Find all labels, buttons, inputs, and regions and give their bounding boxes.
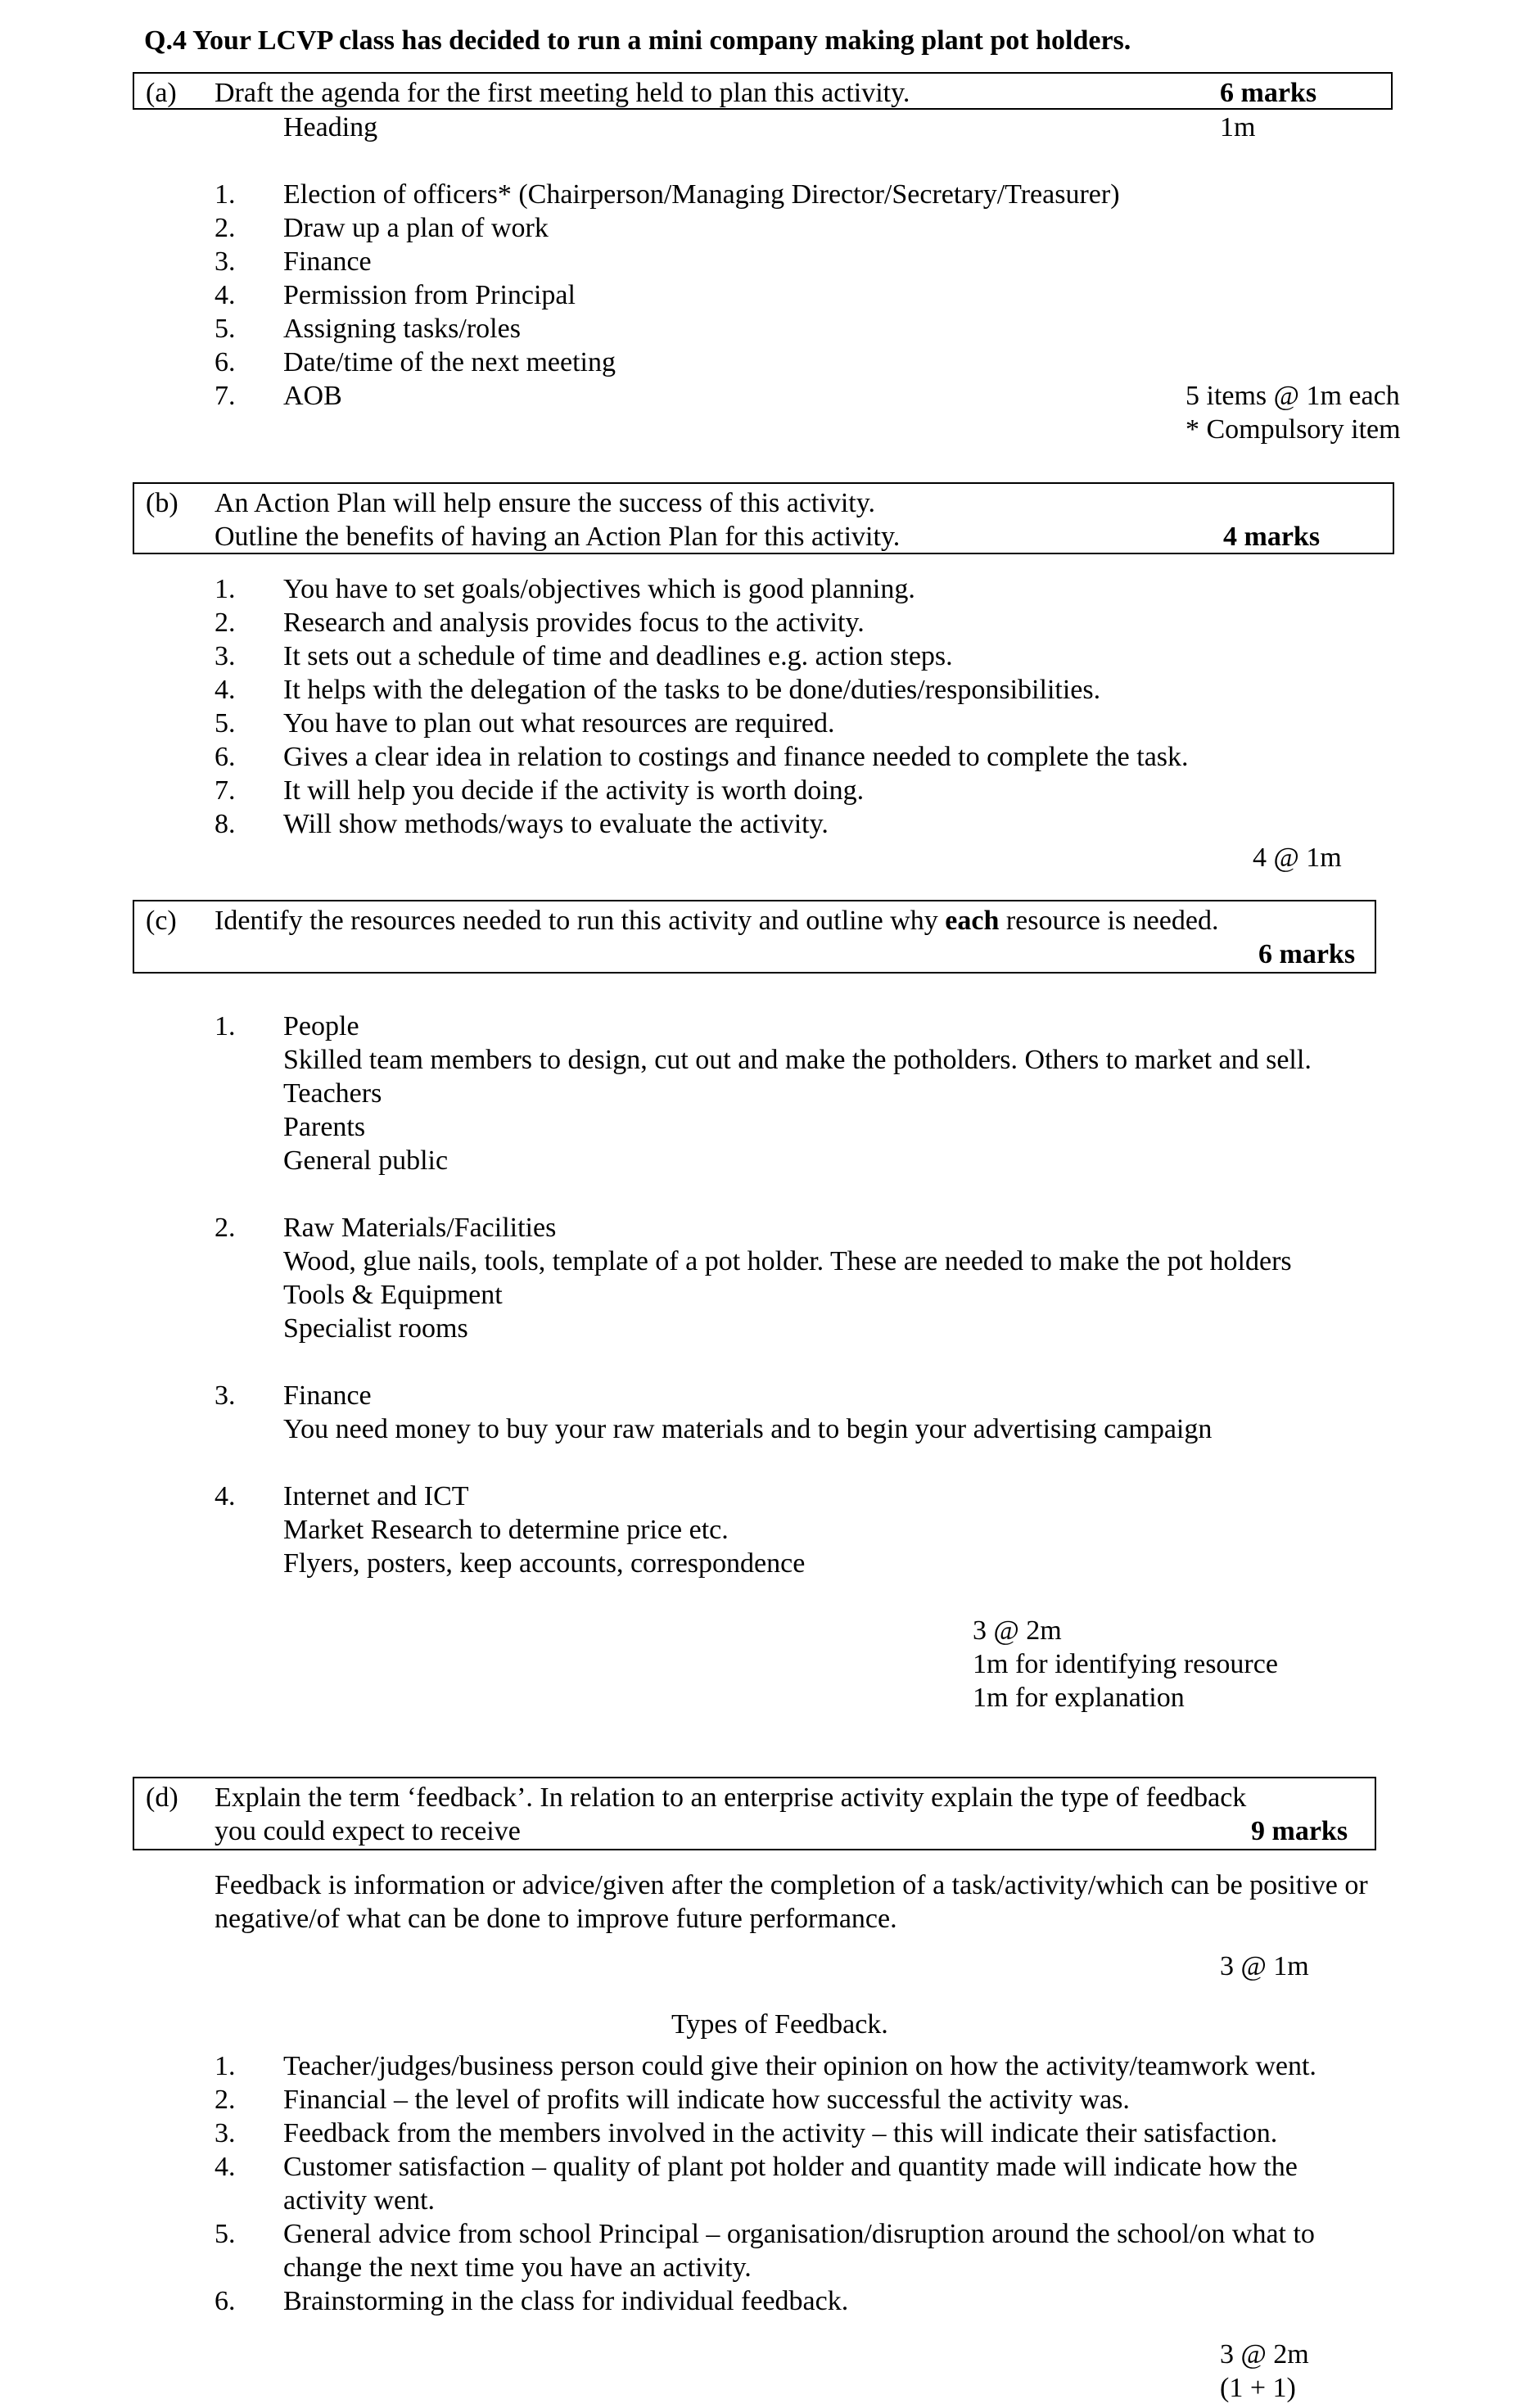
resource-detail: Skilled team members to design, cut out and make the potholders. Others to market and sell. bbox=[283, 1045, 1312, 1075]
list-item-number: 4. bbox=[215, 2152, 236, 2182]
list-item-number: 7. bbox=[215, 775, 236, 806]
list-item-number: 8. bbox=[215, 809, 236, 839]
list-item-cont: activity went. bbox=[283, 2185, 436, 2216]
list-item: Teacher/judges/business person could give their opinion on how the activity/teamwork went. bbox=[283, 2051, 1316, 2081]
part-c-question-bold: each bbox=[945, 906, 1000, 936]
resource-title: People bbox=[283, 1011, 359, 1041]
part-c-scheme-note: 1m for explanation bbox=[973, 1683, 1185, 1713]
list-item: Brainstorming in the class for individual feedback. bbox=[283, 2286, 849, 2316]
part-a-heading-label: Heading bbox=[283, 112, 378, 142]
part-d-marks: 9 marks bbox=[1251, 1816, 1348, 1846]
resource-detail: Flyers, posters, keep accounts, correspondence bbox=[283, 1548, 806, 1579]
list-item: AOB bbox=[283, 381, 342, 411]
list-item-number: 3. bbox=[215, 2118, 236, 2148]
resource-detail: You need money to buy your raw materials and to begin your advertising campaign bbox=[283, 1414, 1213, 1444]
list-item: Permission from Principal bbox=[283, 280, 576, 310]
list-item-number: 5. bbox=[215, 314, 236, 344]
resource-number: 3. bbox=[215, 1380, 236, 1411]
page-title: Q.4 Your LCVP class has decided to run a mini company making plant pot holders. bbox=[144, 25, 1131, 56]
list-item: Assigning tasks/roles bbox=[283, 314, 521, 344]
list-item-number: 7. bbox=[215, 381, 236, 411]
list-item: It helps with the delegation of the tasks to be done/duties/responsibilities. bbox=[283, 675, 1101, 705]
resource-title: Finance bbox=[283, 1380, 372, 1411]
resource-number: 4. bbox=[215, 1481, 236, 1511]
part-d-question-line2: you could expect to receive bbox=[215, 1816, 521, 1846]
list-item: Research and analysis provides focus to the activity. bbox=[283, 608, 865, 638]
resource-detail: Teachers bbox=[283, 1078, 382, 1109]
list-item: Financial – the level of profits will indicate how successful the activity was. bbox=[283, 2085, 1130, 2115]
resource-detail: Parents bbox=[283, 1112, 366, 1142]
part-c-question-pre: Identify the resources needed to run this activity and outline why bbox=[215, 906, 946, 936]
part-a-marks: 6 marks bbox=[1220, 78, 1317, 108]
list-item-number: 3. bbox=[215, 641, 236, 671]
list-item: Election of officers* (Chairperson/Managing Director/Secretary/Treasurer) bbox=[283, 179, 1120, 210]
part-a-heading-mark: 1m bbox=[1220, 112, 1256, 142]
resource-detail: Wood, glue nails, tools, template of a pot holder. These are needed to make the pot holders bbox=[283, 1246, 1292, 1276]
list-item: Finance bbox=[283, 246, 372, 277]
list-item: Date/time of the next meeting bbox=[283, 347, 616, 377]
list-item: Draw up a plan of work bbox=[283, 213, 549, 243]
list-item-number: 2. bbox=[215, 608, 236, 638]
part-a-label: (a) bbox=[146, 78, 177, 108]
resource-detail: Specialist rooms bbox=[283, 1313, 468, 1344]
list-item: You have to set goals/objectives which is good planning. bbox=[283, 574, 915, 604]
list-item: Will show methods/ways to evaluate the activity. bbox=[283, 809, 829, 839]
types-heading: Types of Feedback. bbox=[671, 2009, 888, 2040]
list-item-number: 2. bbox=[215, 2085, 236, 2115]
list-item: Feedback from the members involved in the activity – this will indicate their satisfaction. bbox=[283, 2118, 1278, 2148]
list-item-number: 6. bbox=[215, 742, 236, 772]
list-item-number: 5. bbox=[215, 708, 236, 739]
part-b-marks: 4 marks bbox=[1223, 522, 1321, 552]
list-item: It will help you decide if the activity is worth doing. bbox=[283, 775, 865, 806]
resource-title: Internet and ICT bbox=[283, 1481, 469, 1511]
part-c-marks: 6 marks bbox=[1258, 939, 1356, 969]
resource-number: 2. bbox=[215, 1213, 236, 1243]
list-item-number: 2. bbox=[215, 213, 236, 243]
list-item-number: 1. bbox=[215, 574, 236, 604]
part-d-scheme-2: 3 @ 2m bbox=[1220, 2339, 1309, 2370]
part-c-scheme: 3 @ 2m bbox=[973, 1615, 1062, 1646]
resource-detail: Tools & Equipment bbox=[283, 1280, 503, 1310]
part-a-scheme-note: * Compulsory item bbox=[1186, 414, 1401, 445]
part-d-scheme: 3 @ 1m bbox=[1220, 1951, 1309, 1981]
resource-number: 1. bbox=[215, 1011, 236, 1041]
list-item-number: 3. bbox=[215, 246, 236, 277]
list-item-number: 1. bbox=[215, 2051, 236, 2081]
part-b-label: (b) bbox=[146, 488, 178, 518]
part-c-scheme-note: 1m for identifying resource bbox=[973, 1649, 1278, 1679]
list-item-number: 1. bbox=[215, 179, 236, 210]
list-item: You have to plan out what resources are required. bbox=[283, 708, 835, 739]
feedback-definition: Feedback is information or advice/given after the completion of a task/activity/which can be positive or bbox=[215, 1870, 1368, 1900]
list-item: Gives a clear idea in relation to costings and finance needed to complete the task. bbox=[283, 742, 1189, 772]
list-item-number: 4. bbox=[215, 280, 236, 310]
part-b-question-line1: An Action Plan will help ensure the success of this activity. bbox=[215, 488, 876, 518]
list-item-number: 6. bbox=[215, 347, 236, 377]
part-d-scheme-2-note: (1 + 1) bbox=[1220, 2373, 1296, 2403]
list-item-number: 4. bbox=[215, 675, 236, 705]
list-item-cont: change the next time you have an activity. bbox=[283, 2252, 752, 2283]
part-c-label: (c) bbox=[146, 906, 177, 936]
part-d-label: (d) bbox=[146, 1782, 178, 1813]
list-item-number: 5. bbox=[215, 2219, 236, 2249]
resource-title: Raw Materials/Facilities bbox=[283, 1213, 557, 1243]
part-d-question-line1: Explain the term ‘feedback’. In relation to an enterprise activity explain the type of feedback bbox=[215, 1782, 1247, 1813]
resource-detail: Market Research to determine price etc. bbox=[283, 1515, 729, 1545]
part-c-question-post: resource is needed. bbox=[999, 906, 1219, 936]
part-a-question: Draft the agenda for the first meeting held to plan this activity. bbox=[215, 78, 910, 108]
part-a-scheme: 5 items @ 1m each bbox=[1186, 381, 1400, 411]
resource-detail: General public bbox=[283, 1145, 449, 1176]
list-item: Customer satisfaction – quality of plant pot holder and quantity made will indicate how the bbox=[283, 2152, 1298, 2182]
part-b-question-line2: Outline the benefits of having an Action Plan for this activity. bbox=[215, 522, 901, 552]
list-item-number: 6. bbox=[215, 2286, 236, 2316]
feedback-definition-cont: negative/of what can be done to improve future performance. bbox=[215, 1904, 897, 1934]
list-item: It sets out a schedule of time and deadlines e.g. action steps. bbox=[283, 641, 953, 671]
part-c-question bbox=[215, 907, 1218, 935]
part-b-scheme: 4 @ 1m bbox=[1253, 843, 1342, 873]
list-item: General advice from school Principal – organisation/disruption around the school/on what to bbox=[283, 2219, 1315, 2249]
